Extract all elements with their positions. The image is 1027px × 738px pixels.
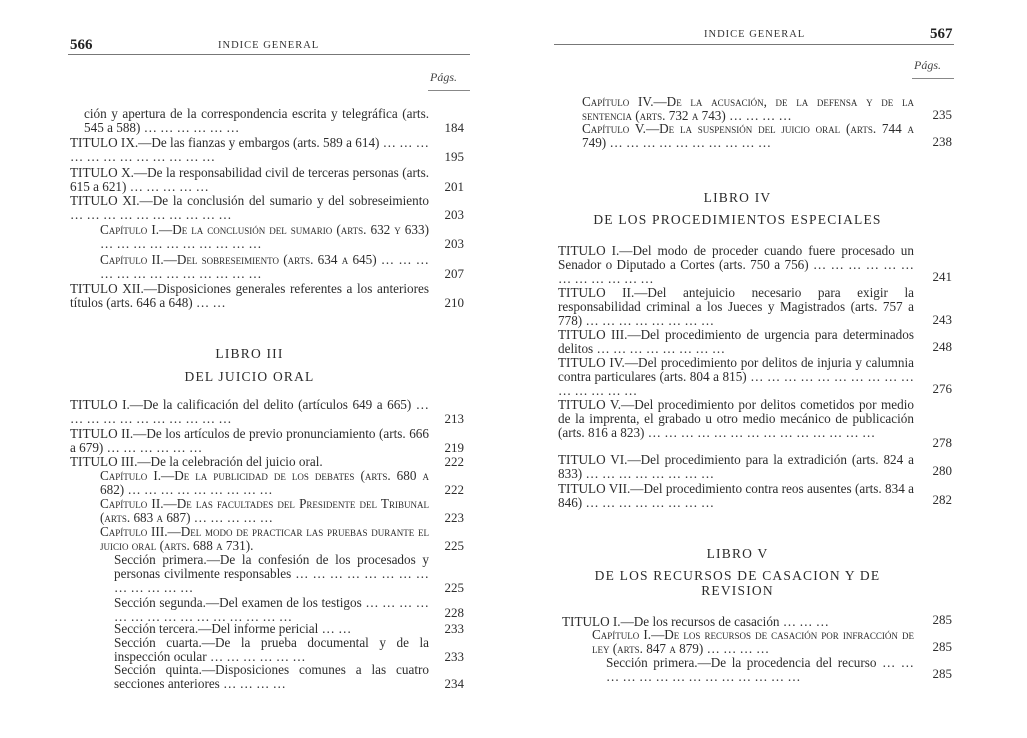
libro-subtitle: DE LOS RECURSOS DE CASACION Y DE REVISION [594,568,881,598]
index-entry: Sección cuarta.—De la prueba documental y de la inspección ocular … … … … … … [114,635,429,664]
entry-page: 225 [444,580,464,595]
index-entry: TITULO XII.—Disposiciones generales referentes a los anteriores títulos (arts. 646 a 648) … … [70,281,429,310]
pags-rule [428,90,470,91]
libro-title: LIBRO IV [703,190,772,205]
entry-page: 234 [444,676,464,691]
index-entry: TITULO III.—De la celebración del juicio oral. [70,454,323,469]
entry-page: 225 [444,538,464,553]
index-entry: TITULO XI.—De la conclusión del sumario y del sobreseimiento … … … … … … … … … … [70,193,429,222]
header-rule [554,44,954,45]
index-entry: Capítulo II.—De las facultades del Presidente del Tribunal (arts. 683 a 687) … … … … … [100,496,429,525]
index-entry: ción y apertura de la correspondencia escrita y telegráfica (arts. 545 a 588) … … … … … … [84,106,429,135]
header-rule [68,54,470,55]
entry-page: 280 [932,463,952,478]
pags-label: Págs. [914,58,941,72]
entry-page: 223 [444,510,464,525]
entry-page: 222 [444,454,464,469]
entry-page: 285 [932,612,952,627]
index-entry: TITULO II.—De los artículos de previo pronunciamiento (arts. 666 a 679) … … … … … … [70,426,429,455]
page-number: 566 [70,37,93,53]
entry-page: 203 [444,236,464,251]
index-entry: TITULO II.—Del antejuicio necesario para exigir la responsabilidad criminal a los Jueces y Magistrados (arts. 757 a 778) … … … … … … … … [558,285,914,328]
libro-title: LIBRO V [706,546,769,561]
entry-page: 248 [932,339,952,354]
running-head: INDICE GENERAL [704,29,806,40]
entry-page: 282 [932,492,952,507]
index-entry: Capítulo IV.—De la acusación, de la defensa y de la sentencia (arts. 732 a 743) … … … … [582,94,914,123]
entry-page: 241 [932,269,952,284]
index-entry: TITULO I.—Del modo de proceder cuando fuere procesado un Senador o Diputado a Cortes (arts. 750 a 756) … … … … … … … … … … … … [558,243,914,286]
index-entry: Capítulo I.—De la conclusión del sumario (arts. 632 y 633) … … … … … … … … … … [100,222,429,251]
index-entry: Sección primera.—De la confesión de los procesados y personas civilmente responsables … … … … … … … … … … … … … [114,552,429,595]
pags-label: Págs. [430,70,457,84]
index-entry: Capítulo V.—De la suspensión del juicio oral (arts. 744 a 749) … … … … … … … … … … [582,121,914,150]
entry-page: 243 [932,312,952,327]
right-page [520,0,1027,738]
entry-page: 219 [444,440,464,455]
running-head: INDICE GENERAL [218,40,320,51]
libro-subtitle: DE LOS PROCEDIMIENTOS ESPECIALES [593,212,882,227]
entry-page: 203 [444,207,464,222]
page-number: 567 [930,26,953,42]
entry-page: 285 [932,639,952,654]
entry-page: 201 [444,179,464,194]
index-entry: Capítulo I.—De la publicidad de los debates (arts. 680 a 682) … … … … … … … … … [100,468,429,497]
index-entry: Sección quinta.—Disposiciones comunes a las cuatro secciones anteriores … … … … [114,662,429,691]
entry-page: 233 [444,621,464,636]
index-entry: Sección primera.—De la procedencia del recurso … … … … … … … … … … … … … … [606,655,914,684]
index-entry: TITULO IV.—Del procedimiento por delitos de injuria y calumnia contra particulares (arts. 804 a 815) … … … … … … … … … … … … … … … [558,355,914,398]
entry-page: 228 [444,605,464,620]
index-entry: TITULO VII.—Del procedimiento contra reos ausentes (arts. 834 a 846) … … … … … … … … [558,481,914,510]
index-entry: TITULO IX.—De las fianzas y embargos (arts. 589 a 614) … … … … … … … … … … … … [70,135,429,164]
pags-rule [912,78,954,79]
index-entry: Capítulo II.—Del sobreseimiento (arts. 634 a 645) … … … … … … … … … … … … … [100,252,429,281]
index-entry: TITULO I.—De la calificación del delito (artículos 649 a 665) … … … … … … … … … … … [70,397,429,426]
index-entry: TITULO V.—Del procedimiento por delitos cometidos por medio de la imprenta, el grabado u otro medio mecánico de publicación (arts. 816 a 823) … … … … … … … … … … … … … … [558,397,914,440]
index-entry: Sección tercera.—Del informe pericial … … [114,621,352,636]
entry-page: 276 [932,381,952,396]
index-entry: TITULO I.—De los recursos de casación … … … [562,614,829,629]
index-entry: Capítulo I.—De los recursos de casación por infracción de ley (arts. 847 a 879) … … … … [592,627,914,656]
libro-title: LIBRO III [215,346,284,361]
libro-subtitle: DEL JUICIO ORAL [184,369,315,384]
entry-page: 213 [444,411,464,426]
entry-page: 184 [444,120,464,135]
index-entry: TITULO VI.—Del procedimiento para la extradición (arts. 824 a 833) … … … … … … … … [558,452,914,481]
entry-page: 195 [444,149,464,164]
entry-page: 235 [932,107,952,122]
index-entry: Capítulo III.—Del modo de practicar las pruebas durante el juicio oral (arts. 688 a 731). [100,524,429,553]
entry-page: 207 [444,266,464,281]
entry-page: 285 [932,666,952,681]
entry-page: 238 [932,134,952,149]
entry-page: 233 [444,649,464,664]
index-entry: TITULO X.—De la responsabilidad civil de terceras personas (arts. 615 a 621) … … … … … [70,165,429,194]
entry-page: 278 [932,435,952,450]
entry-page: 210 [444,295,464,310]
left-page [0,0,500,738]
entry-page: 222 [444,482,464,497]
index-entry: Sección segunda.—Del examen de los testigos … … … … … … … … … … … … … … … [114,595,429,624]
index-entry: TITULO III.—Del procedimiento de urgencia para determinados delitos … … … … … … … … [558,327,914,356]
